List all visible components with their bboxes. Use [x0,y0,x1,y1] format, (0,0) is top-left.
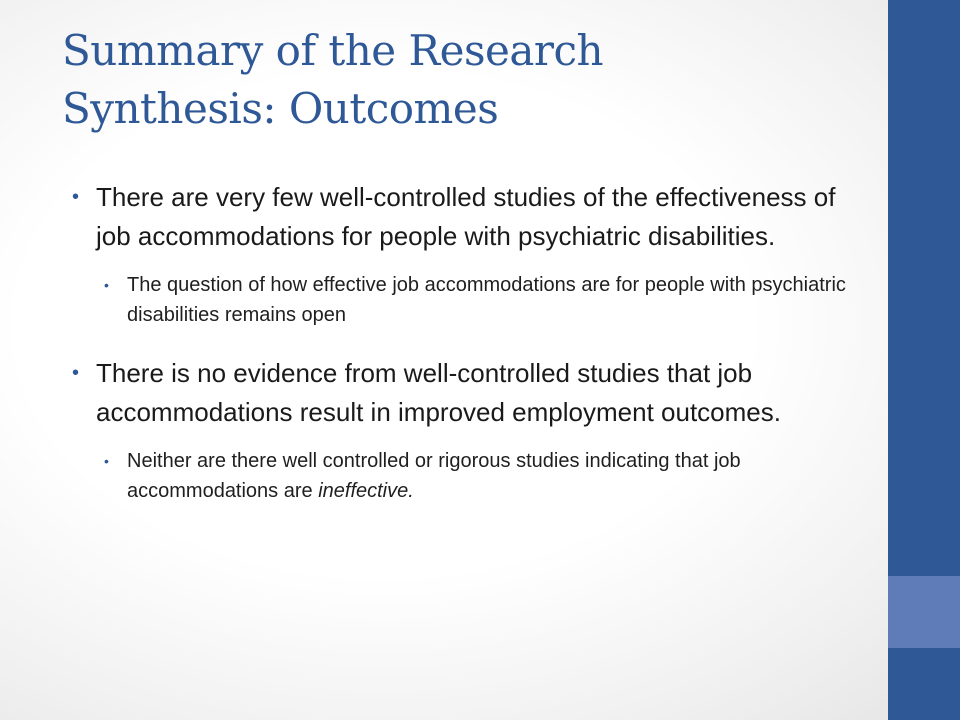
bullet-dot-icon: • [72,186,80,208]
sub-bullet-text: The question of how effective job accommodations are for people with psychiatric disabilities remains open [127,274,846,326]
sub-bullet-item [104,446,852,506]
bullet-dot-icon: • [104,277,109,293]
sub-bullet-item [104,270,852,330]
bullet-text: There is no evidence from well-controlled studies that job accommodations result in improved employment outcomes. [96,358,781,427]
side-accent-square [888,576,960,648]
bullet-item [72,354,852,432]
side-accent-band [888,0,960,720]
sub-bullet-emphasis: ineffective. [318,480,414,502]
sub-bullet-text [127,450,741,502]
title-line-2: Synthesis: Outcomes [62,84,499,133]
slide-title [62,22,862,138]
bullet-dot-icon: • [72,362,80,384]
bullet-item [72,178,852,256]
bullet-text: There are very few well-controlled studies of the effectiveness of job accommodations for people with psychiatric disabilities. [96,182,836,251]
bullet-list [72,178,852,506]
sub-bullet-text-prefix: Neither are there well controlled or rigorous studies indicating that job accommodations are [127,450,741,502]
bullet-dot-icon: • [104,453,109,469]
title-line-1: Summary of the Research [62,26,604,75]
